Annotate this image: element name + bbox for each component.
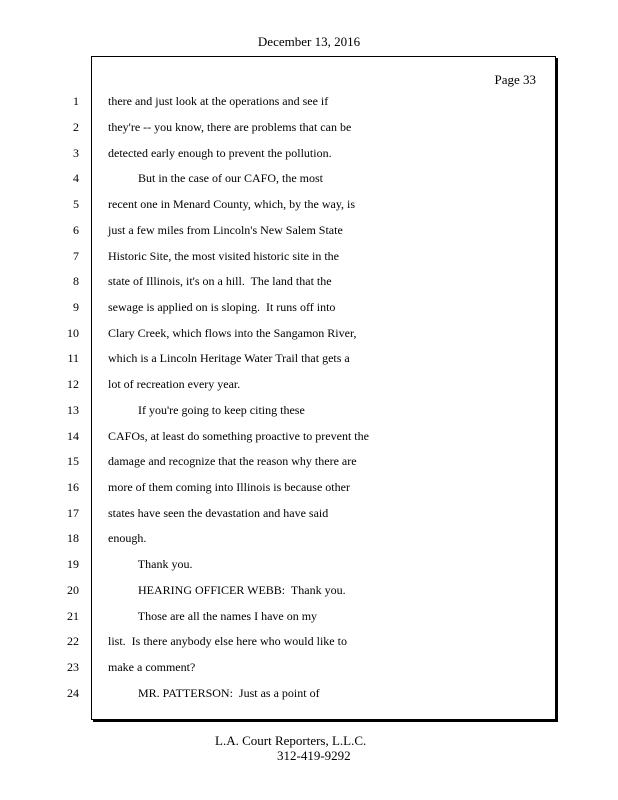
line-text: MR. PATTERSON: Just as a point of: [108, 686, 320, 700]
line-text: just a few miles from Lincoln's New Salem State: [108, 223, 343, 237]
line-number: 23: [67, 660, 79, 674]
line-text: list. Is there anybody else here who would like to: [108, 634, 347, 648]
line-number: 24: [67, 686, 79, 700]
line-text: Thank you.: [108, 557, 193, 571]
line-number: 21: [67, 609, 79, 623]
footer-phone: 312-419-9292: [277, 748, 351, 763]
line-text: they're -- you know, there are problems that can be: [108, 120, 352, 134]
line-text: enough.: [108, 531, 147, 545]
line-number: 14: [67, 429, 79, 443]
line-text: Clary Creek, which flows into the Sangamon River,: [108, 326, 357, 340]
line-text: If you're going to keep citing these: [108, 403, 305, 417]
line-number: 15: [67, 454, 79, 468]
line-text: damage and recognize that the reason why there are: [108, 454, 357, 468]
line-number: 10: [67, 326, 79, 340]
line-number: 9: [73, 300, 79, 314]
line-text: Those are all the names I have on my: [108, 609, 318, 623]
line-number: 5: [73, 197, 79, 211]
line-text: lot of recreation every year.: [108, 377, 241, 391]
line-text: which is a Lincoln Heritage Water Trail that gets a: [108, 351, 350, 365]
line-text: recent one in Menard County, which, by the way, is: [108, 197, 356, 211]
line-text: CAFOs, at least do something proactive to prevent the: [108, 429, 369, 443]
line-number: 20: [67, 583, 79, 597]
line-number: 19: [67, 557, 79, 571]
line-number: 17: [67, 506, 79, 520]
line-number: 11: [67, 351, 79, 365]
line-number: 16: [67, 480, 79, 494]
footer-company: L.A. Court Reporters, L.L.C.: [215, 733, 367, 748]
line-text: states have seen the devastation and have said: [108, 506, 329, 520]
line-text: make a comment?: [108, 660, 196, 674]
line-text: But in the case of our CAFO, the most: [108, 171, 323, 185]
line-text: detected early enough to prevent the pollution.: [108, 146, 332, 160]
line-number: 2: [73, 120, 79, 134]
line-number: 12: [67, 377, 79, 391]
line-text: sewage is applied on is sloping. It runs off into: [108, 300, 336, 314]
line-number: 7: [73, 249, 79, 263]
line-text: state of Illinois, it's on a hill. The land that the: [108, 274, 332, 288]
line-number: 3: [73, 146, 79, 160]
line-text: Historic Site, the most visited historic site in the: [108, 249, 339, 263]
line-number: 22: [67, 634, 79, 648]
line-text: HEARING OFFICER WEBB: Thank you.: [108, 583, 346, 597]
line-number: 1: [73, 94, 79, 108]
line-number: 4: [73, 171, 79, 185]
line-text: more of them coming into Illinois is because other: [108, 480, 350, 494]
line-number: 13: [67, 403, 79, 417]
line-number: 18: [67, 531, 79, 545]
line-number: 6: [73, 223, 79, 237]
line-text: there and just look at the operations and see if: [108, 94, 329, 108]
header-date: December 13, 2016: [257, 34, 361, 49]
line-number: 8: [73, 274, 79, 288]
page-number: Page 33: [494, 72, 536, 87]
